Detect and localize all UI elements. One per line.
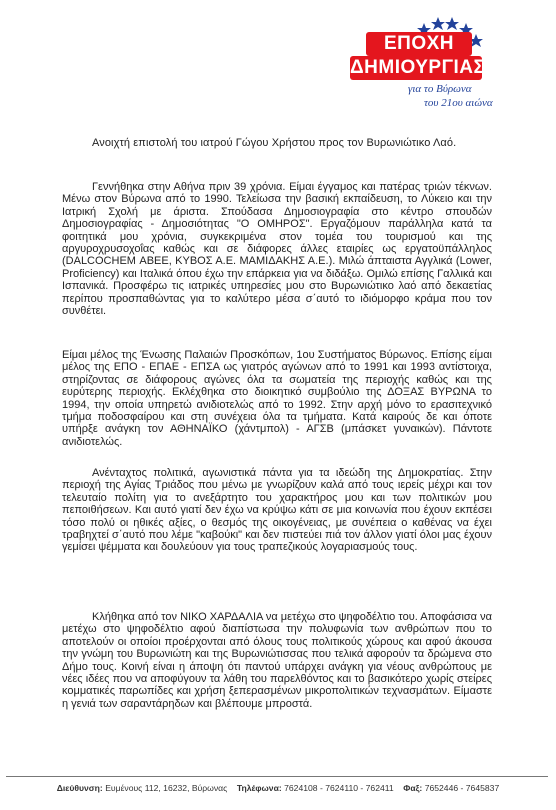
logo-title-line2: ΔΗΜΙΟΥΡΓΙΑΣ (350, 57, 486, 78)
letter-title: Ανοιχτή επιστολή του ιατρού Γώγου Χρήστου προς τον Βυρωνιώτικο Λαό. (92, 137, 457, 149)
logo-banner-bottom (350, 56, 486, 80)
logo-banner-top (366, 32, 472, 56)
logo-tagline-2: του 21ου αιώνα (424, 97, 493, 109)
phone-label: Τηλέφωνα: (236, 783, 282, 793)
letter-paragraph-4: Κλήθηκα από τον ΝΙΚΟ ΧΑΡΔΑΛΙΑ να μετέχω στο ψηφοδέλτιο του. Αποφάσισα να μετέχω στο ψηφοδέλτιο αφού διαπίστωσα την πολυφωνία των ανθρώπων που το αποτελούν οι οποίοι προέρχονται από όλους τους πολιτικούς χώρους και αφού άκουσα την γνώμη του Βυρωνιώτη και της Βυρωνιώτισσας που τελικά αφορούν τα δρώμενα στο Δήμο τους. Κοινή είναι η άποψη ότι παντού υπάρχει ανάγκη για νέους ανθρώπους με νέες ιδέες που να αποφύγουν τα λάθη του παρελθόντος και το βασικότερο χωρίς στείρες κομματικές παρωπίδες και χρήση ξεπερασμένων μικροπολιτικών τεχνασμάτων. Είμαστε η γενιά των σαραντάρηδων και βλέπουμε μπροστά. (62, 611, 492, 710)
footer-contact (0, 783, 556, 793)
campaign-logo (326, 8, 512, 109)
logo-tagline-1: για το Βύρωνα (408, 83, 472, 95)
fax-label: Φαξ: (403, 783, 423, 793)
letter-paragraph-1: Γεννήθηκα στην Αθήνα πριν 39 χρόνια. Είμαι έγγαμος και πατέρας τριών τέκνων. Μένω στον Βύρωνα από το 1990. Τελείωσα την βασική εκπαίδευση, το Λύκειο και την Ιατρική Σχολή με άριστα. Σπούδασα Δημοσιογραφία στο κέντρο σπουδών Δημοσιογραφίας - Δημοσιότητας "Ο ΟΜΗΡΟΣ". Εργαζόμουν παράλληλα κατά τα φοιτητικά μου χρόνια, συγκεκριμένα στον τομέα του τουρισμού και της αργυροχρυσοχοΐας καθώς και σε διάφορες άλλες εταιρίες ως εργατοϋπάλληλος (DALCOCHEM ΑΒΕΕ, ΚΥΒΟΣ Α.Ε. ΜΑΜΙΔΑΚΗΣ Α.Ε.). Μιλώ άπταιστα Αγγλικά (Lower, Proficiency) και Ιταλικά όπου έχω την επάρκεια για να διδάξω. Ομιλώ επίσης Γαλλικά και Ισπανικά. Προσφέρω τις ιατρικές υπηρεσίες μου στο Βυρωνιώτικο λαό από δεκαετίας περίπου προσπαθώντας για το καλύτερο μέσα σ΄αυτό το ιδιόμορφο κράμα που τον συνθέτει. (62, 181, 492, 318)
logo-title-line1: ΕΠΟΧΗ (383, 33, 455, 54)
address-value: Ευμένους 112, 16232, Βύρωνας (105, 783, 228, 793)
fax-value: 7652446 - 7645837 (424, 783, 500, 793)
address-label: Διεύθυνση: (56, 783, 103, 793)
footer-divider (6, 776, 548, 777)
letter-paragraph-3: Ανένταχτος πολιτικά, αγωνιστικά πάντα για τα ιδεώδη της Δημοκρατίας. Στην περιοχή της Αγίας Τριάδος που μένω με γνωρίζουν καλά από τους ιερείς μέχρι και τον τελευταίο πολίτη για το ανεξάρτητο του χαρακτήρος μου και των πολιτικών μου πεποιθήσεων. Και αυτό γιατί δεν έχω να κρύψω κάτι σε μια κοινωνία που έχουν εκπέσει τόσο πολύ οι ηθικές αξίες, ο θεσμός της οικογένειας, με συνέπεια ο καθένας να έχει τραβηχτεί σ΄αυτό που λέμε "καβούκι" και δεν πιστεύει πιά τον άλλον γιατί όλοι μας έχουν γεμίσει ψέμματα και δουλεύουν για τους τραπεζικούς λογαριασμούς τους. (62, 467, 492, 554)
phone-value: 7624108 - 7624110 - 762411 (284, 783, 394, 793)
letter-paragraph-2: Είμαι μέλος της Ένωσης Παλαιών Προσκόπων, 1ου Συστήματος Βύρωνος. Επίσης είμαι μέλος της ΕΠΟ - ΕΠΑΕ - ΕΠΣΑ ως γιατρός αγώνων από το 1991 και 1993 αντίστοιχα, στηρίζοντας σε διάφορους αγώνες όλα τα σωματεία της περιοχής καθώς και της ευρύτερης περιοχής. Εκλέχθηκα στο διοικητικό συμβούλιο της ΔΟΞΑΣ ΒΥΡΩΝΑ το 1994, την οποία υπηρετώ ανιδιοτελώς από το 1992. Στην αρχή μόνο το ερασιτεχνικό τμήμα ποδοσφαίρου και στη συνέχεια όλα τα τμήματα. Κατά καιρούς δε και όποτε υπήρξε ανάγκη τον ΑΘΗΝΑΪΚΟ (χάντμπολ) - ΑΓΣΒ (μπάσκετ γυναικών). Πάντοτε ανιδιοτελώς. (62, 349, 492, 448)
